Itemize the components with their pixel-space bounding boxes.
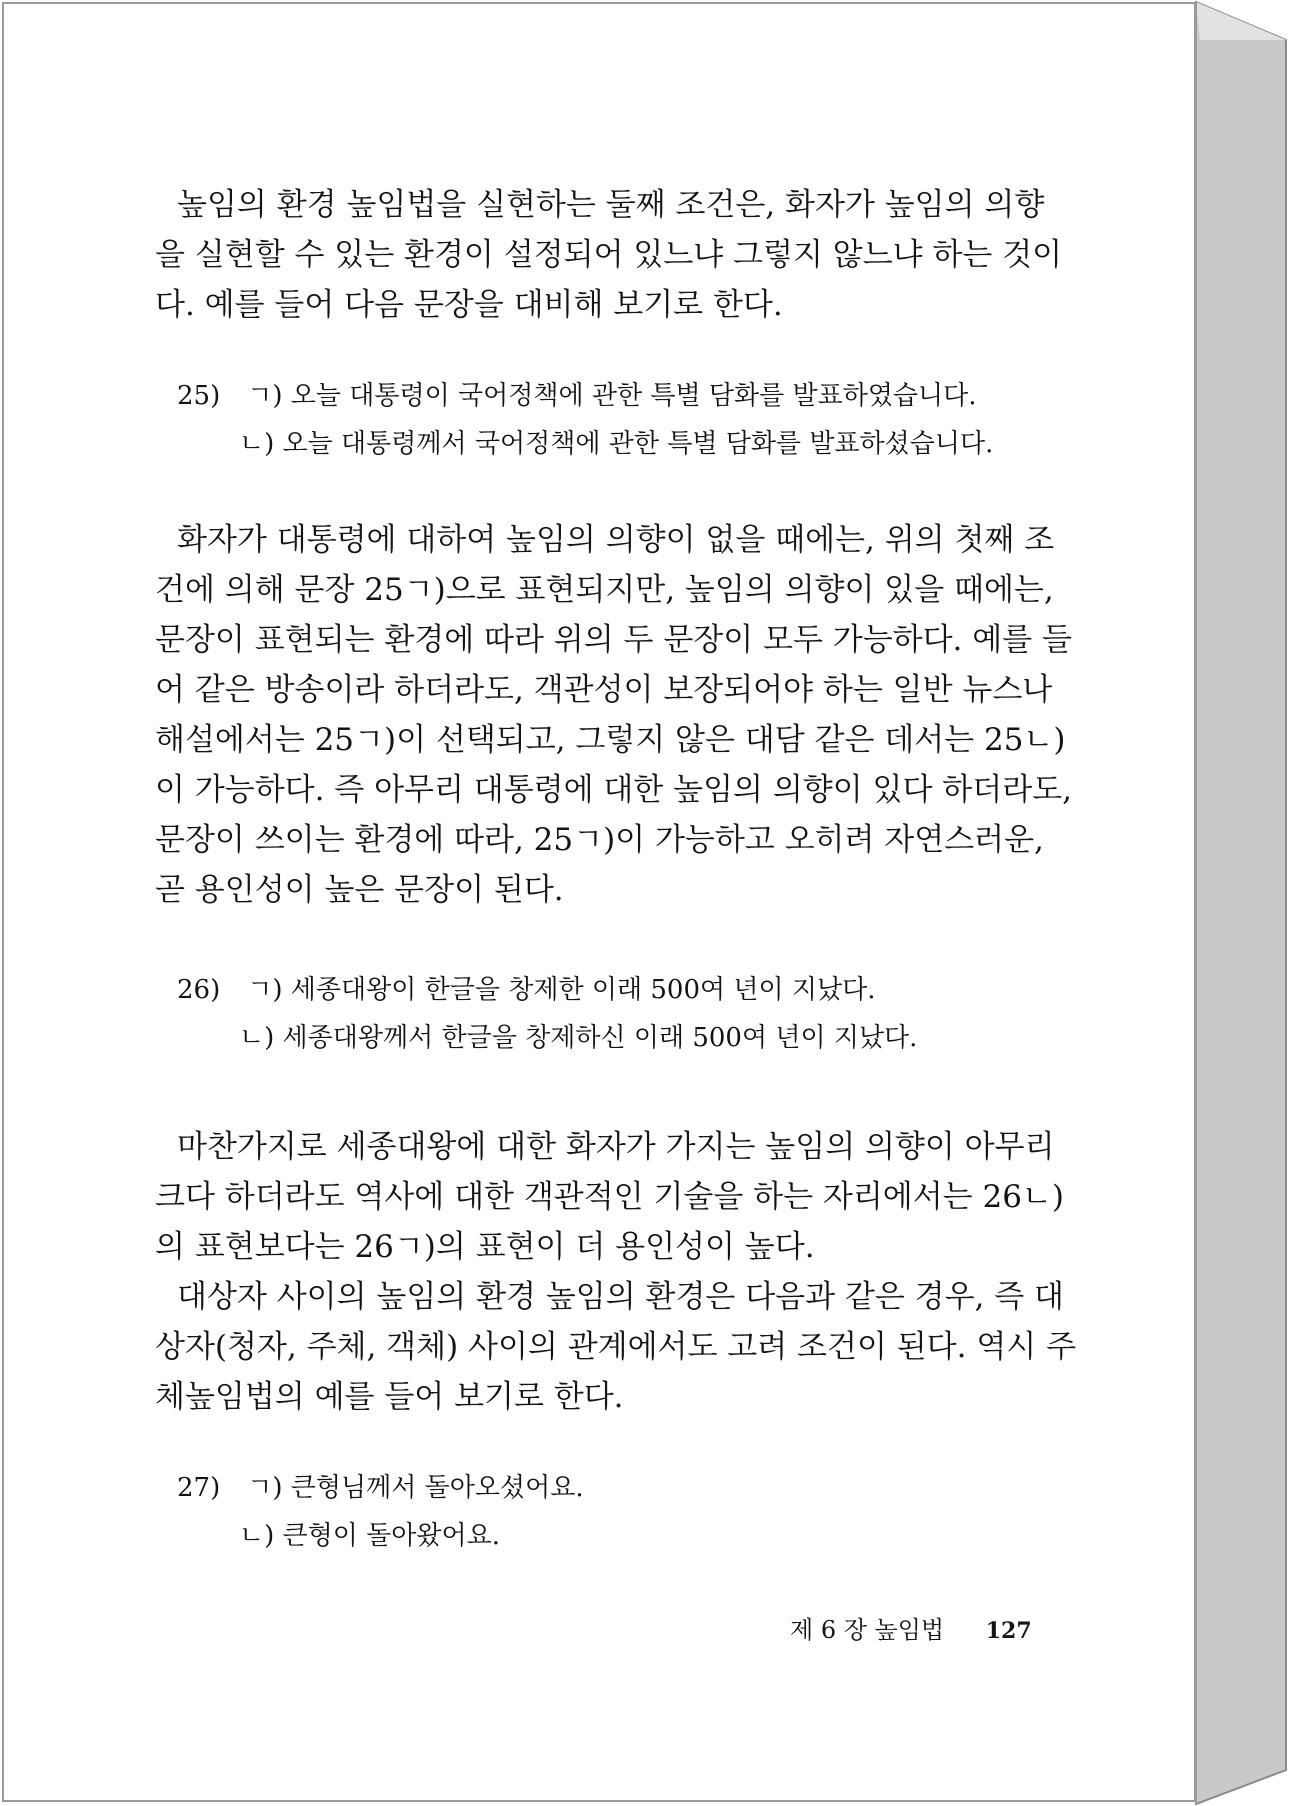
page-number: 127 xyxy=(985,1618,1032,1644)
paragraph-sejong-discussion xyxy=(155,1122,1065,1272)
text-line: 화자가 대통령에 대하여 높임의 의향이 없을 때에는, 위의 첫째 조 xyxy=(177,522,1055,558)
text-line: 높임의 환경 높임법을 실현하는 둘째 조건은, 화자가 높임의 의향 xyxy=(177,187,1045,223)
paragraph-environment-intro xyxy=(155,180,1065,330)
text-line: 상자(청자, 주체, 객체) 사이의 관계에서도 고려 조건이 된다. 역시 주 xyxy=(155,1329,1077,1365)
text-line: 곧 용인성이 높은 문장이 된다. xyxy=(155,872,564,908)
example-27 xyxy=(155,1464,1065,1560)
example-sentence-b: ㄴ) 오늘 대통령께서 국어정책에 관한 특별 담화를 발표하셨습니다. xyxy=(239,429,994,459)
example-number: 25) xyxy=(177,381,221,411)
text-line: 문장이 표현되는 환경에 따라 위의 두 문장이 모두 가능하다. 예를 들 xyxy=(155,622,1072,658)
example-sentence-a: ㄱ) 오늘 대통령이 국어정책에 관한 특별 담화를 발표하였습니다. xyxy=(247,381,977,411)
example-sentence-a: ㄱ) 세종대왕이 한글을 창제한 이래 500여 년이 지났다. xyxy=(247,975,876,1005)
example-25 xyxy=(155,372,1065,468)
paragraph-referent-environment xyxy=(155,1272,1077,1422)
example-sentence-b: ㄴ) 세종대왕께서 한글을 창제하신 이래 500여 년이 지났다. xyxy=(239,1023,918,1053)
text-line: 체높임법의 예를 들어 보기로 한다. xyxy=(155,1379,624,1415)
text-line: 대상자 사이의 높임의 환경 높임의 환경은 다음과 같은 경우, 즉 대 xyxy=(177,1279,1064,1315)
paragraph-president-discussion xyxy=(155,515,1072,915)
example-number: 26) xyxy=(177,975,221,1005)
chapter-title: 제 6 장 높임법 xyxy=(790,1616,945,1644)
text-line: 어 같은 방송이라 하더라도, 객관성이 보장되어야 하는 일반 뉴스나 xyxy=(155,672,1053,708)
text-line: 크다 하더라도 역사에 대한 객관적인 기술을 하는 자리에서는 26ㄴ) xyxy=(155,1179,1064,1215)
text-line: 의 표현보다는 26ㄱ)의 표현이 더 용인성이 높다. xyxy=(155,1229,815,1265)
text-line: 다. 예를 들어 다음 문장을 대비해 보기로 한다. xyxy=(155,287,783,323)
example-number: 27) xyxy=(177,1473,221,1503)
text-line: 마찬가지로 세종대왕에 대한 화자가 가지는 높임의 의향이 아무리 xyxy=(177,1129,1055,1165)
text-line: 건에 의해 문장 25ㄱ)으로 표현되지만, 높임의 의향이 있을 때에는, xyxy=(155,572,1054,608)
page-footer xyxy=(790,1610,1032,1645)
text-line: 을 실현할 수 있는 환경이 설정되어 있느냐 그렇지 않느냐 하는 것이 xyxy=(155,237,1063,273)
text-line: 문장이 쓰이는 환경에 따라, 25ㄱ)이 가능하고 오히려 자연스러운, xyxy=(155,822,1044,858)
text-line: 해설에서는 25ㄱ)이 선택되고, 그렇지 않은 대담 같은 데서는 25ㄴ) xyxy=(155,722,1066,758)
text-line: 이 가능하다. 즉 아무리 대통령에 대한 높임의 의향이 있다 하더라도, xyxy=(155,772,1072,808)
example-26 xyxy=(155,966,1065,1062)
example-sentence-a: ㄱ) 큰형님께서 돌아오셨어요. xyxy=(247,1473,584,1503)
example-sentence-b: ㄴ) 큰형이 돌아왔어요. xyxy=(239,1521,500,1551)
